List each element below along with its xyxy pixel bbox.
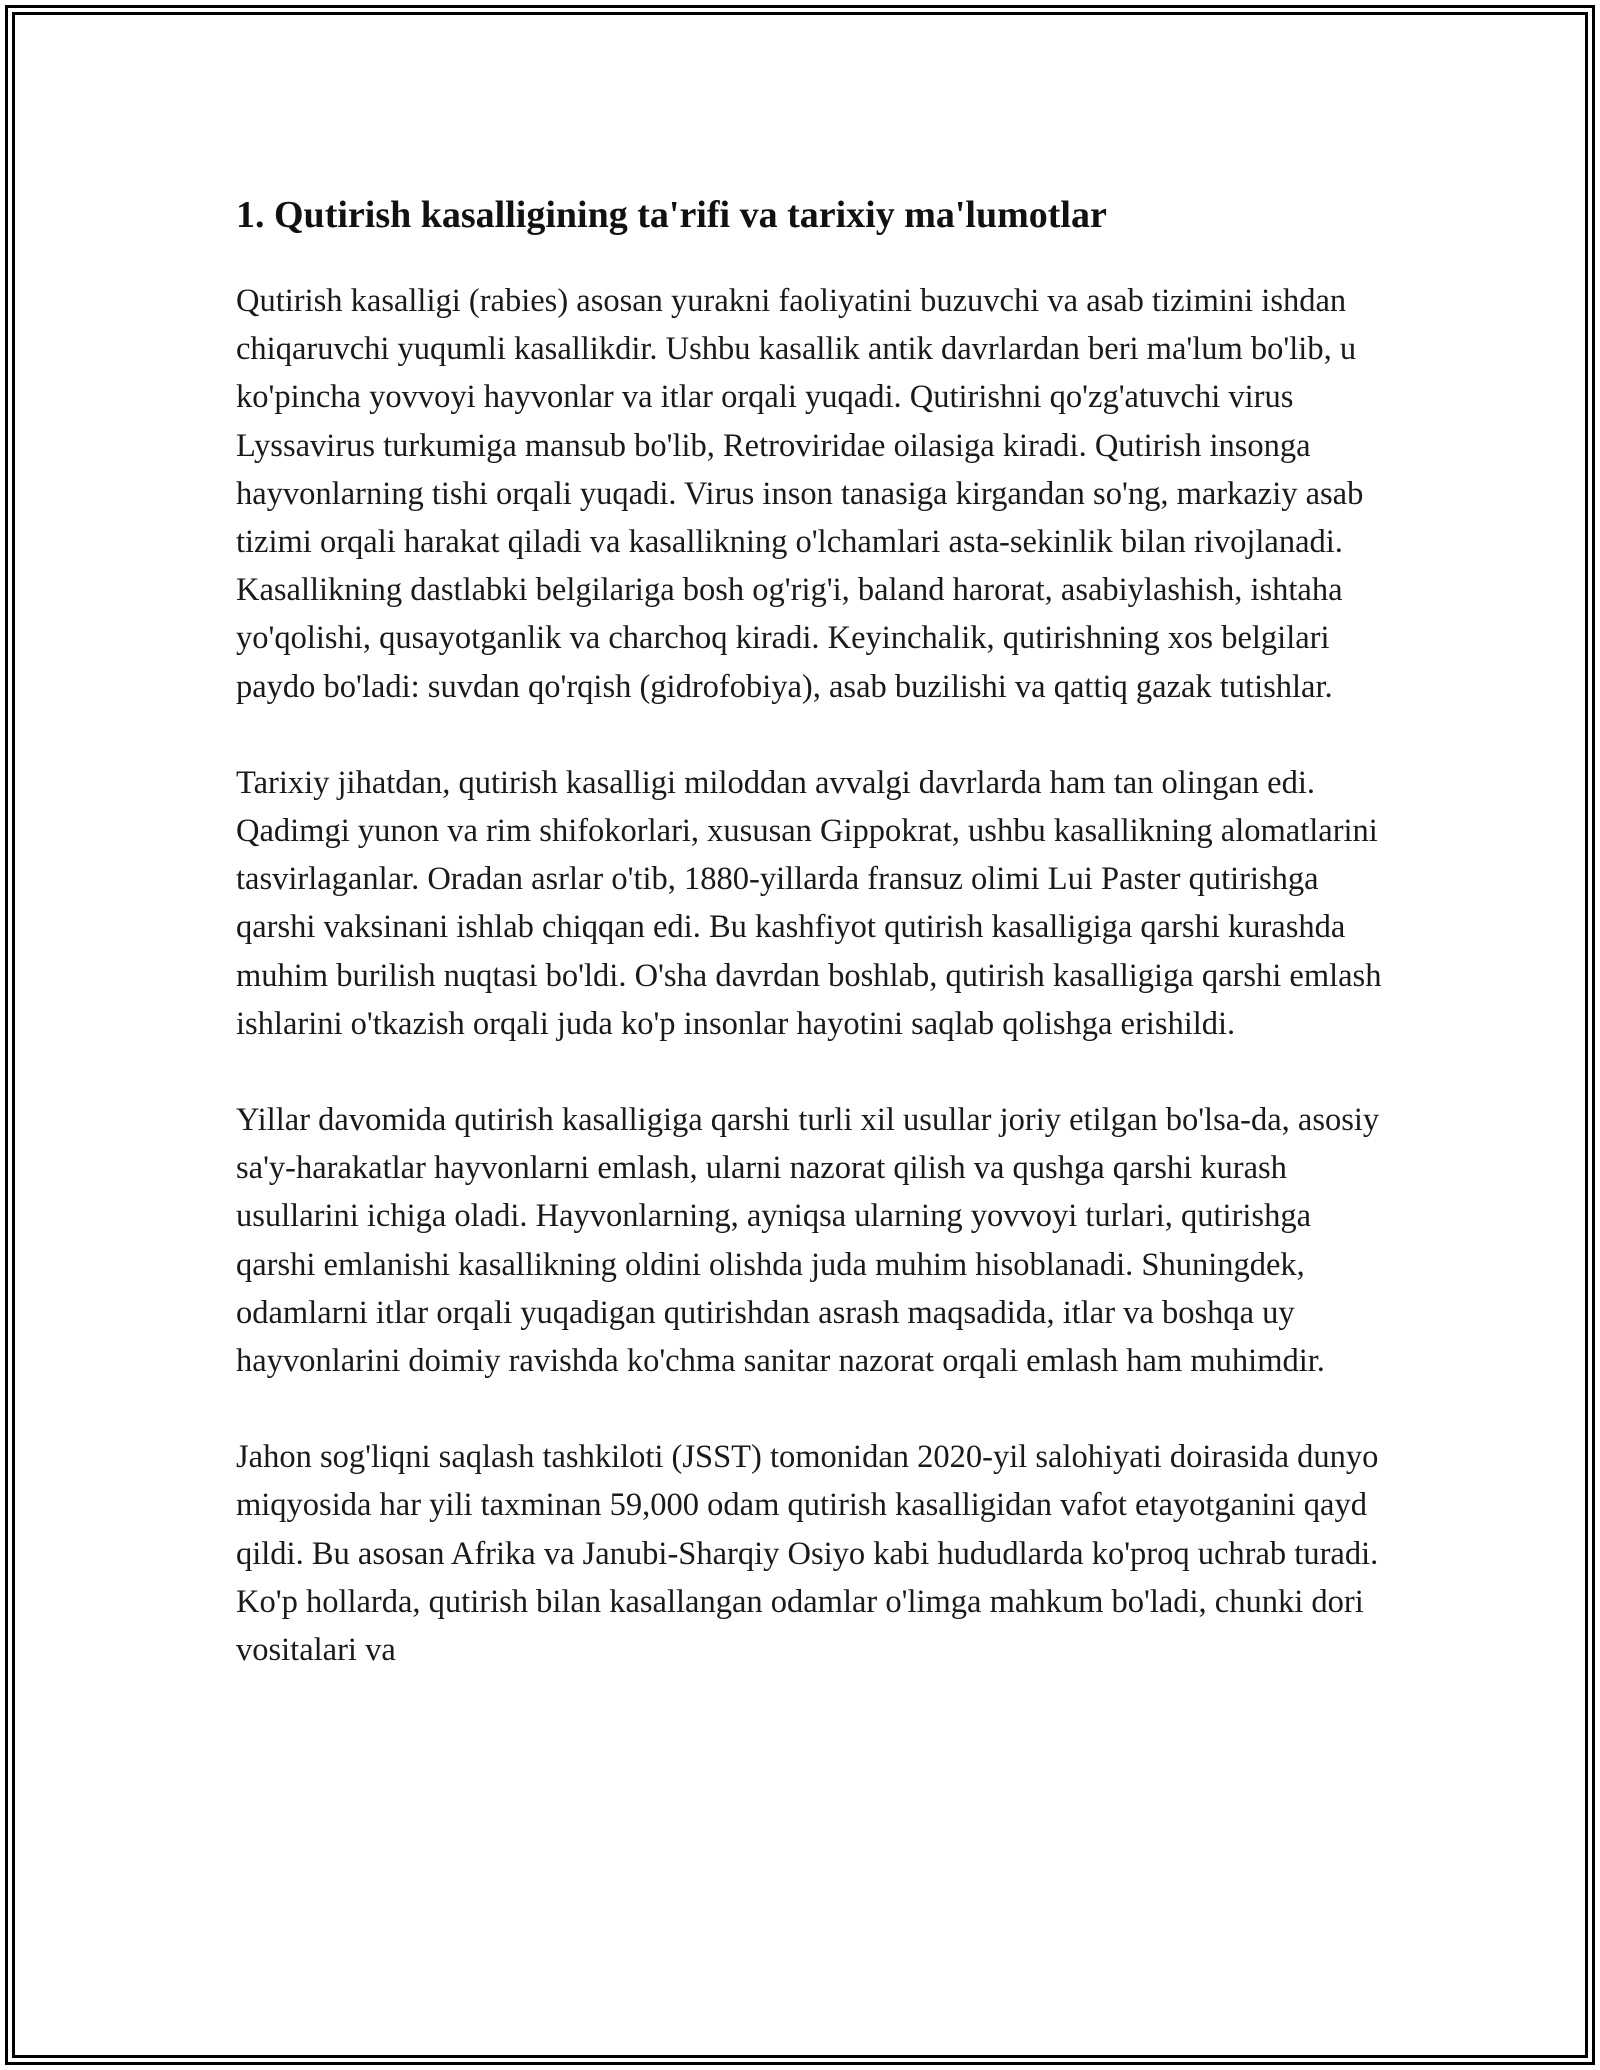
section-heading: 1. Qutirish kasalligining ta'rifi va tarixiy ma'lumotlar [236, 194, 1107, 236]
document-body [236, 185, 1386, 1674]
paragraph-statistics: Jahon sog'liqni saqlash tashkiloti (JSST) tomonidan 2020-yil salohiyati doirasida dunyo miqyosida har yili taxminan 59,000 odam qutirish kasalligidan vafot etayotganini qayd qildi. Bu asosan Afrika va Janubi-Sharqiy Osiyo kabi hududlarda ko'proq uchrab turadi. Ko'p hollarda, qutirish bilan kasallangan odamlar o'limga mahkum bo'ladi, chunki dori vositalari va [236, 1439, 1379, 1669]
paragraph-prevention: Yillar davomida qutirish kasalligiga qarshi turli xil usullar joriy etilgan bo'lsa-da, asosiy sa'y-harakatlar hayvonlarni emlash, ularni nazorat qilish va qushga qarshi kurash usullarini ichiga oladi. Hayvonlarning, ayniqsa ularning yovvoyi turlari, qutirishga qarshi emlanishi kasallikning oldini olishda juda muhim hisoblanadi. Shuningdek, odamlarni itlar orqali yuqadigan qutirishdan asrash maqsadida, itlar va boshqa uy hayvonlarini doimiy ravishda ko'chma sanitar nazorat orqali emlash ham muhimdir. [236, 1102, 1380, 1380]
paragraph-definition: Qutirish kasalligi (rabies) asosan yurakni faoliyatini buzuvchi va asab tizimini ishdan chiqaruvchi yuqumli kasallikdir. Ushbu kasallik antik davrlardan beri ma'lum bo'lib, u ko'pincha yovvoyi hayvonlar va itlar orqali yuqadi. Qutirishni qo'zg'atuvchi virus Lyssavirus turkumiga mansub bo'lib, Retroviridae oilasiga kiradi. Qutirish insonga hayvonlarning tishi orqali yuqadi. Virus inson tanasiga kirgandan so'ng, markaziy asab tizimi orqali harakat qiladi va kasallikning o'lchamlari asta-sekinlik bilan rivojlanadi. Kasallikning dastlabki belgilariga bosh og'rig'i, baland harorat, asabiylashish, ishtaha yo'qolishi, qusayotganlik va charchoq kiradi. Keyinchalik, qutirishning xos belgilari paydo bo'ladi: suvdan qo'rqish (gidrofobiya), asab buzilishi va qattiq gazak tutishlar. [236, 283, 1364, 705]
paragraph-history: Tarixiy jihatdan, qutirish kasalligi miloddan avvalgi davrlarda ham tan olingan edi. Qadimgi yunon va rim shifokorlari, xususan Gippokrat, ushbu kasallikning alomatlarini tasvirlaganlar. Oradan asrlar o'tib, 1880-yillarda fransuz olimi Lui Paster qutirishga qarshi vaksinani ishlab chiqqan edi. Bu kashfiyot qutirish kasalligiga qarshi kurashda muhim burilish nuqtasi bo'ldi. O'sha davrdan boshlab, qutirish kasalligiga qarshi emlash ishlarini o'tkazish orqali juda ko'p insonlar hayotini saqlab qolishga erishildi. [236, 764, 1382, 1042]
